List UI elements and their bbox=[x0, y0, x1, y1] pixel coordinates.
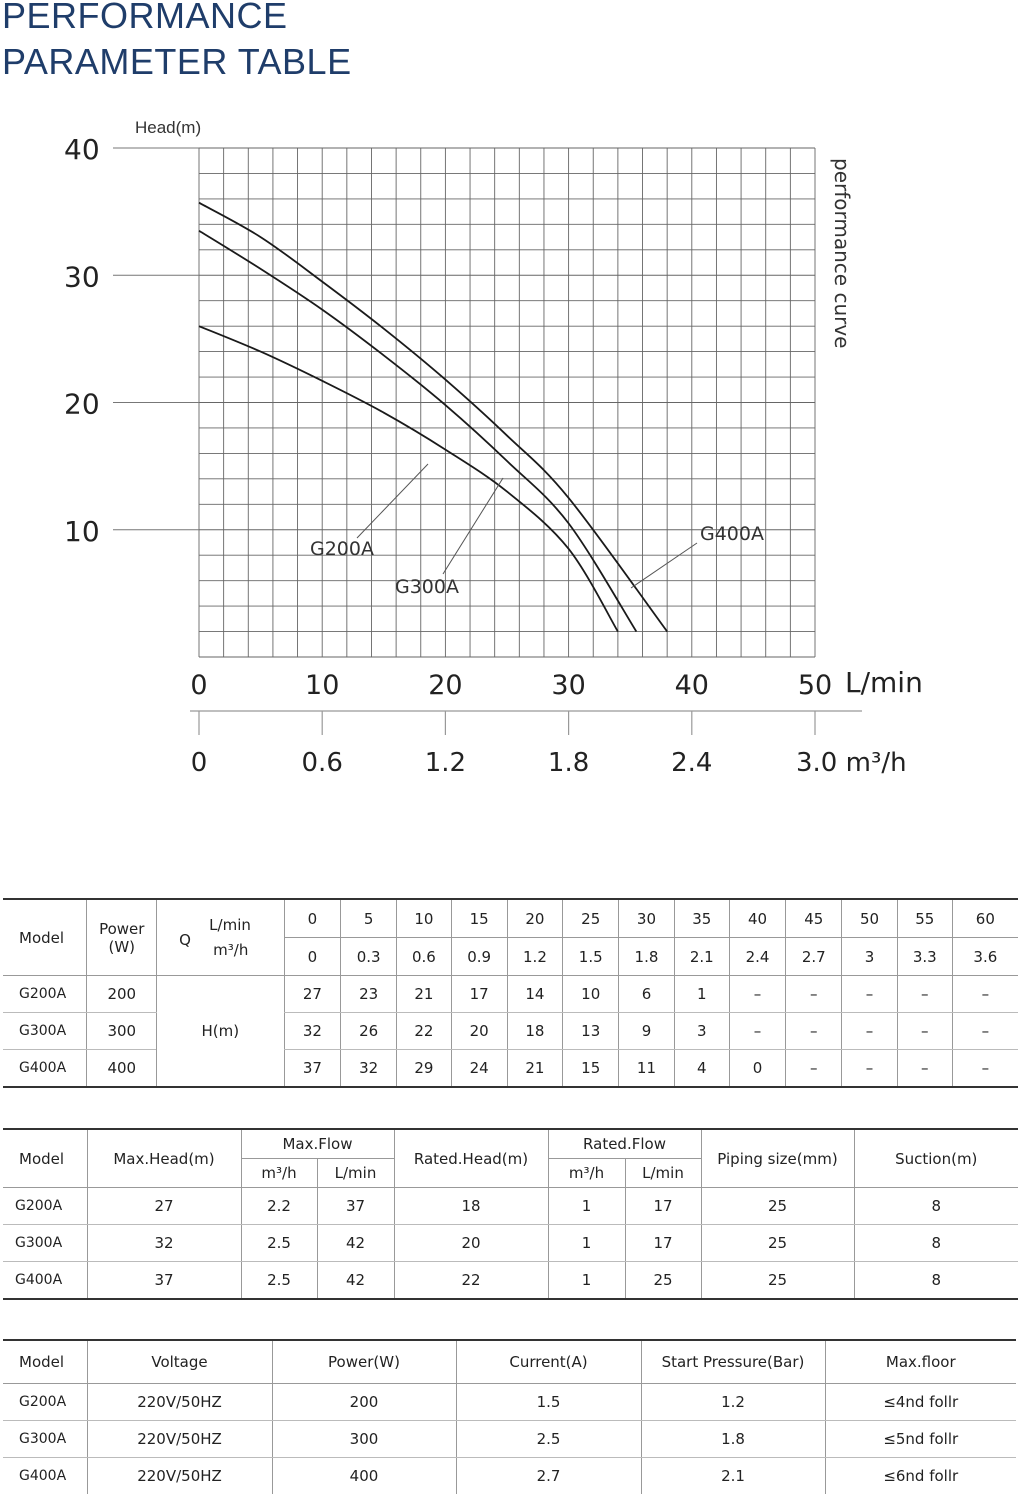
x2-tick-label: 0 bbox=[190, 748, 208, 778]
q-header: Q L/min m³/h bbox=[157, 899, 284, 976]
x-axis-label: L/min bbox=[845, 666, 923, 699]
leader-line bbox=[443, 478, 503, 574]
x2-axis-label: 3.0 m³/h bbox=[796, 748, 907, 778]
power-header: Power (W) bbox=[87, 899, 157, 976]
chart-grid bbox=[199, 148, 815, 657]
label-leaders bbox=[310, 464, 764, 598]
curve-g300a bbox=[199, 231, 636, 632]
x-tick-labels bbox=[190, 670, 832, 701]
head-flow-table: Model Power (W) Q L/min m³/h 0 5 10 15 20 25 30 35 40 45 50 55 60 0 0.3 0.6 0.9 1.2 1.5 1.8 2.1 2.4 2.7 3 3.3 3.6 G200A 200 H(m) 27 23 21 17 14 10 6 1 – – – – – G300A 300 32 26 22 20 18 13 9 3 – – – – – G400A 400 37 32 29 24 21 15 11 4 0 – – – – bbox=[3, 898, 1018, 1088]
x2-tick-label: 0.6 bbox=[301, 748, 343, 778]
table-row: G200A 27 2.2 37 18 1 17 25 8 bbox=[3, 1188, 1018, 1225]
leader-line bbox=[357, 464, 428, 538]
y-axis-label: Head(m) bbox=[135, 118, 202, 137]
max-rated-table: Model Max.Head(m) Max.Flow Rated.Head(m) Rated.Flow Piping size(mm) Suction(m) m³/h L/min m³/h L/min G200A 27 2.2 37 18 1 17 25 8 G300A 32 2.5 42 20 1 17 25 8 G400A 37 2.5 42 22 1 25 25 8 bbox=[3, 1128, 1018, 1300]
x2-tick-label: 2.4 bbox=[671, 748, 713, 778]
curves bbox=[199, 203, 667, 632]
x-tick-label: 50 bbox=[797, 670, 833, 701]
table-row: G300A 300 32 26 22 20 18 13 9 3 – – – – – bbox=[3, 1013, 1018, 1050]
table-row: G400A 400 37 32 29 24 21 15 11 4 0 – – – – bbox=[3, 1050, 1018, 1088]
y-tick-label: 40 bbox=[64, 133, 100, 166]
x2-tick-labels bbox=[191, 711, 815, 778]
x2-tick-label: 1.2 bbox=[424, 748, 467, 778]
model-header: Model bbox=[3, 899, 87, 976]
chart-title: performance curve bbox=[830, 158, 854, 349]
curve-label-g400a: G400A bbox=[700, 523, 764, 545]
curve-label-g300a: G300A bbox=[395, 576, 459, 598]
table-row: G300A 220V/50HZ 300 2.5 1.8 ≤5nd follr bbox=[3, 1421, 1016, 1458]
y-tick-label: 30 bbox=[64, 260, 100, 294]
y-tick-label: 20 bbox=[64, 387, 100, 421]
electrical-table: Model Voltage Power(W) Current(A) Start Pressure(Bar) Max.floor G200A 220V/50HZ 200 1.5 1.2 ≤4nd follr G300A 220V/50HZ 300 2.5 1.8 ≤5nd follr G400A 220V/50HZ 400 2.7 2.1 ≤6nd follr bbox=[3, 1339, 1016, 1494]
x-tick-label: 10 bbox=[305, 670, 340, 701]
table-row: G300A 32 2.5 42 20 1 17 25 8 bbox=[3, 1225, 1018, 1262]
curve-label-g200a: G200A bbox=[310, 538, 374, 560]
table-row: G400A 37 2.5 42 22 1 25 25 8 bbox=[3, 1262, 1018, 1300]
page-title-line-1: PERFORMANCE bbox=[2, 0, 288, 36]
table-row: G200A 200 H(m) 27 23 21 17 14 10 6 1 – – – – – bbox=[3, 976, 1018, 1013]
y-tick-labels bbox=[64, 133, 100, 548]
x-tick-label: 20 bbox=[428, 670, 463, 701]
x-tick-label: 30 bbox=[551, 670, 586, 701]
table-row: G200A 220V/50HZ 200 1.5 1.2 ≤4nd follr bbox=[3, 1384, 1016, 1421]
y-tick-lines bbox=[113, 148, 199, 530]
page-title-line-2: PARAMETER TABLE bbox=[2, 41, 352, 82]
hm-label: H(m) bbox=[157, 976, 284, 1088]
x-tick-label: 40 bbox=[674, 670, 709, 701]
leader-line bbox=[631, 543, 697, 588]
x-tick-label: 0 bbox=[190, 670, 208, 701]
table-row: G400A 220V/50HZ 400 2.7 2.1 ≤6nd follr bbox=[3, 1458, 1016, 1495]
x2-tick-label: 1.8 bbox=[547, 748, 590, 778]
y-tick-label: 10 bbox=[64, 514, 100, 548]
